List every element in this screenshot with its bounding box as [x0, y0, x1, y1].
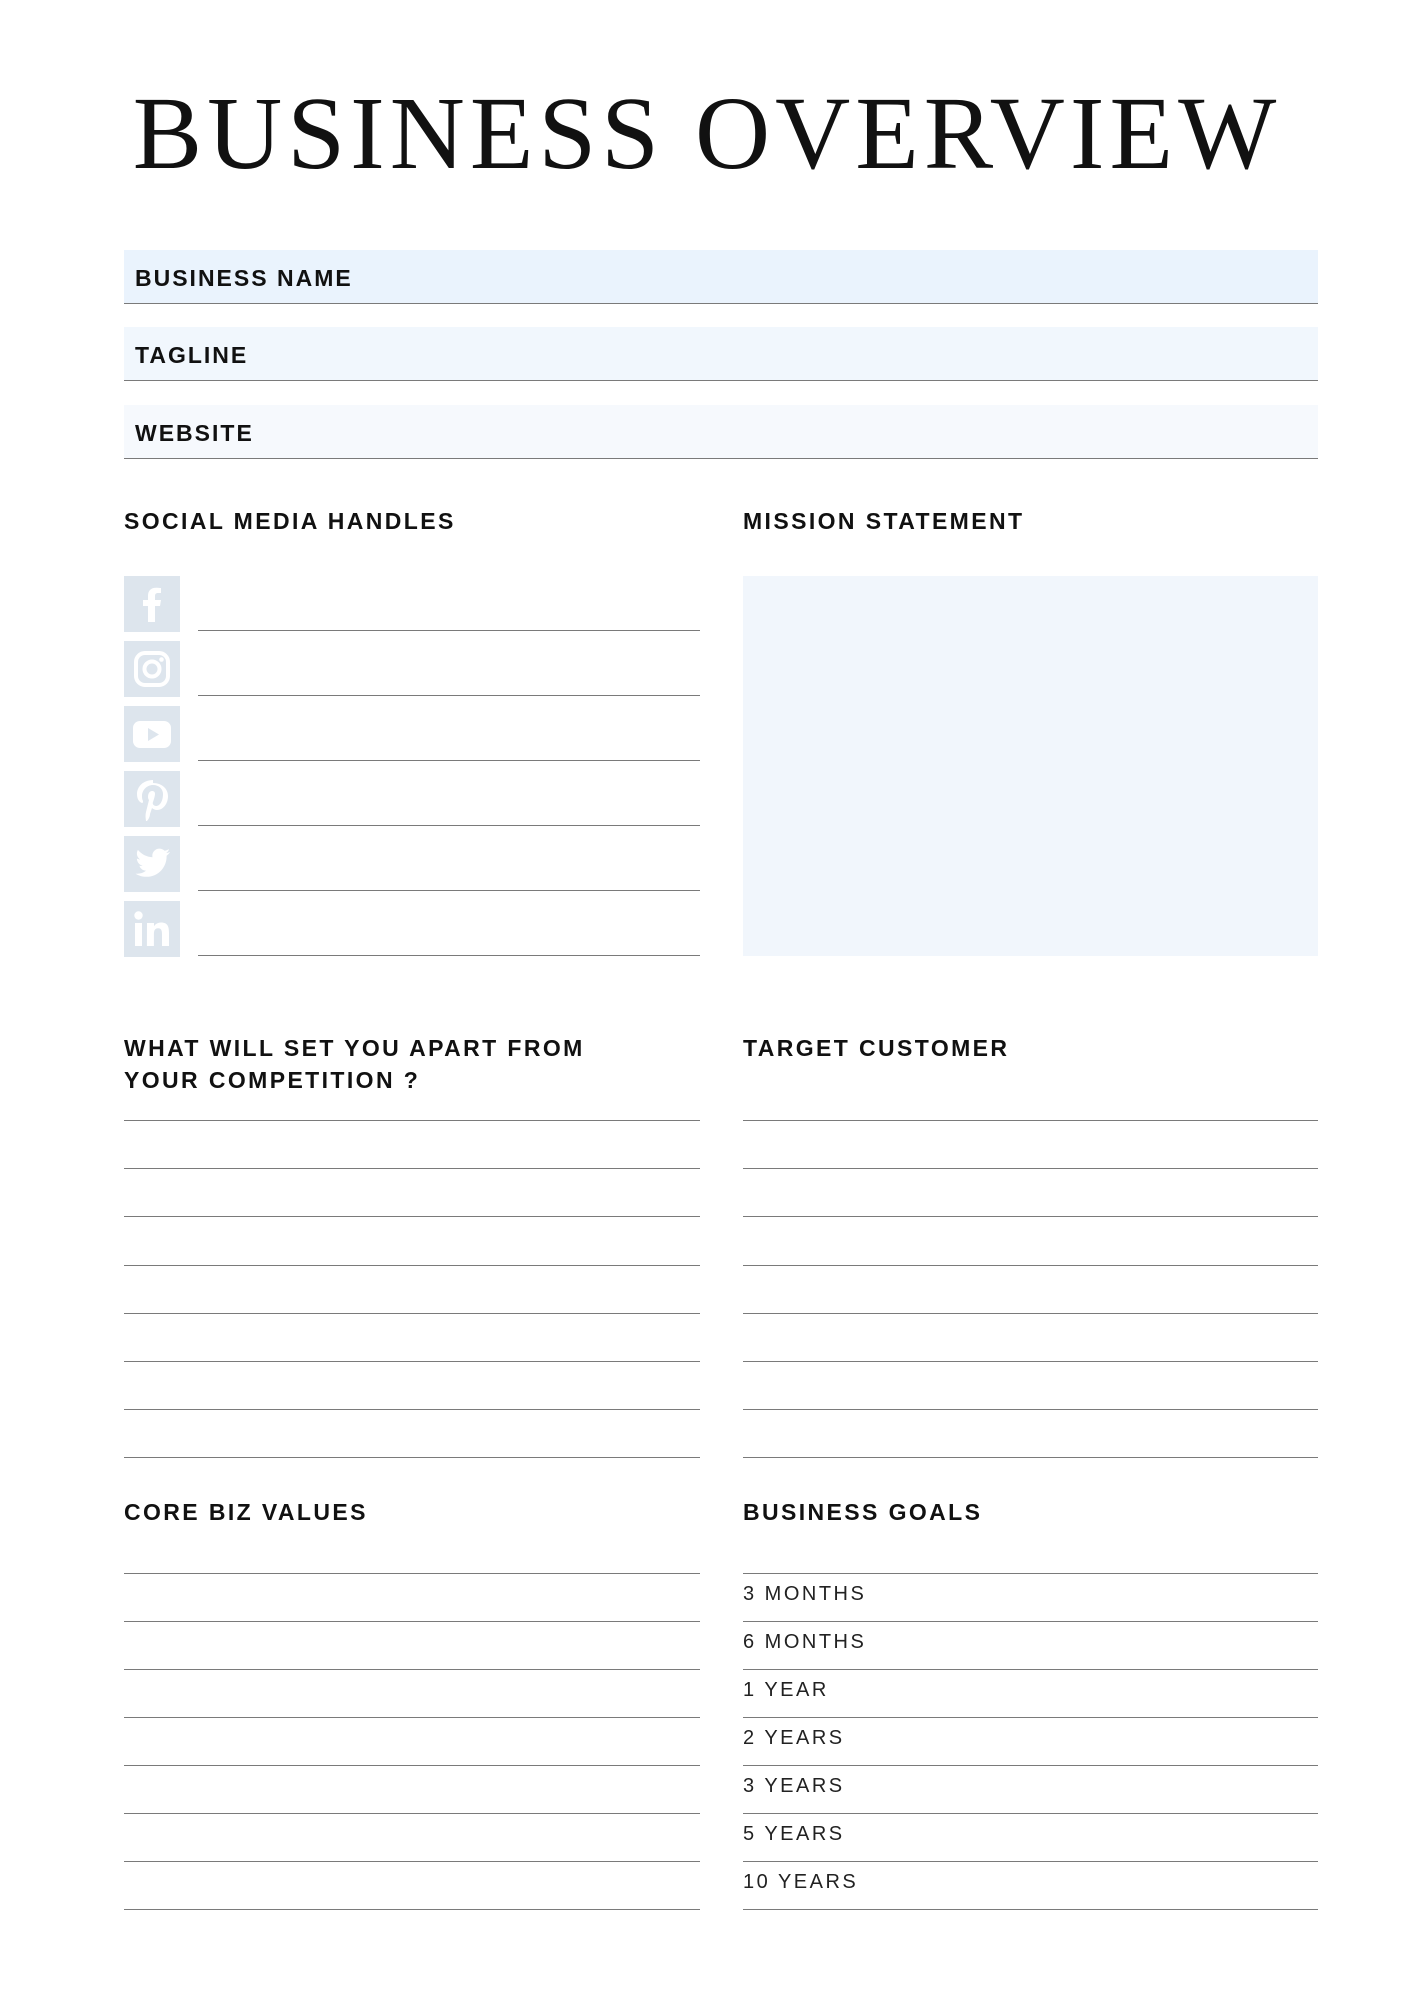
website-label: WEBSITE [135, 420, 254, 446]
writing-line[interactable] [124, 1265, 700, 1266]
writing-line[interactable] [743, 1361, 1318, 1362]
business-goals-heading: BUSINESS GOALS [743, 1499, 983, 1525]
goal-label: 3 MONTHS [743, 1583, 867, 1605]
linkedin-handle-line[interactable] [198, 955, 700, 956]
writing-line[interactable] [124, 1813, 700, 1814]
writing-line[interactable] [743, 1313, 1318, 1314]
facebook-icon [124, 576, 180, 632]
writing-line[interactable] [124, 1457, 700, 1458]
tagline-label: TAGLINE [135, 342, 249, 368]
goal-label: 1 YEAR [743, 1679, 829, 1701]
writing-line[interactable] [743, 1265, 1318, 1266]
tagline-field[interactable] [124, 327, 1318, 381]
twitter-icon [124, 836, 180, 892]
writing-line[interactable] [124, 1717, 700, 1718]
mission-statement-box[interactable] [743, 576, 1318, 956]
goal-line [743, 1573, 1318, 1574]
instagram-icon [124, 641, 180, 697]
competition-heading-line2: YOUR COMPETITION ? [124, 1067, 421, 1093]
youtube-handle-line[interactable] [198, 760, 700, 761]
goal-label: 6 MONTHS [743, 1631, 867, 1653]
writing-line[interactable] [743, 1457, 1318, 1458]
goal-label: 2 YEARS [743, 1727, 845, 1749]
business-name-field[interactable] [124, 250, 1318, 304]
goal-line[interactable] [743, 1813, 1318, 1814]
website-field[interactable] [124, 405, 1318, 459]
youtube-icon [124, 706, 180, 762]
business-name-label: BUSINESS NAME [135, 265, 353, 291]
page-title: BUSINESS OVERVIEW [132, 76, 1282, 191]
pinterest-handle-line[interactable] [198, 825, 700, 826]
goal-line[interactable] [743, 1909, 1318, 1910]
facebook-handle-line[interactable] [198, 630, 700, 631]
pinterest-icon [124, 771, 180, 827]
core-values-heading: CORE BIZ VALUES [124, 1499, 368, 1525]
instagram-handle-line[interactable] [198, 695, 700, 696]
writing-line[interactable] [124, 1313, 700, 1314]
competition-heading [124, 1032, 585, 1096]
goal-label: 10 YEARS [743, 1871, 859, 1893]
writing-line[interactable] [124, 1168, 700, 1169]
twitter-handle-line[interactable] [198, 890, 700, 891]
target-customer-heading: TARGET CUSTOMER [743, 1035, 1010, 1061]
writing-line[interactable] [124, 1409, 700, 1410]
social-media-heading: SOCIAL MEDIA HANDLES [124, 508, 456, 534]
writing-line[interactable] [743, 1120, 1318, 1121]
writing-line[interactable] [124, 1861, 700, 1862]
goal-label: 5 YEARS [743, 1823, 845, 1845]
writing-line[interactable] [124, 1765, 700, 1766]
writing-line[interactable] [743, 1409, 1318, 1410]
writing-line[interactable] [124, 1573, 700, 1574]
writing-line[interactable] [743, 1168, 1318, 1169]
writing-line[interactable] [743, 1216, 1318, 1217]
goal-line[interactable] [743, 1669, 1318, 1670]
goal-label: 3 YEARS [743, 1775, 845, 1797]
goal-line[interactable] [743, 1621, 1318, 1622]
goal-line[interactable] [743, 1717, 1318, 1718]
writing-line[interactable] [124, 1621, 700, 1622]
writing-line[interactable] [124, 1669, 700, 1670]
goal-line[interactable] [743, 1765, 1318, 1766]
writing-line[interactable] [124, 1361, 700, 1362]
competition-heading-line1: WHAT WILL SET YOU APART FROM [124, 1035, 585, 1061]
linkedin-icon [124, 901, 180, 957]
writing-line[interactable] [124, 1120, 700, 1121]
writing-line[interactable] [124, 1216, 700, 1217]
goal-line[interactable] [743, 1861, 1318, 1862]
writing-line[interactable] [124, 1909, 700, 1910]
mission-heading: MISSION STATEMENT [743, 508, 1025, 534]
